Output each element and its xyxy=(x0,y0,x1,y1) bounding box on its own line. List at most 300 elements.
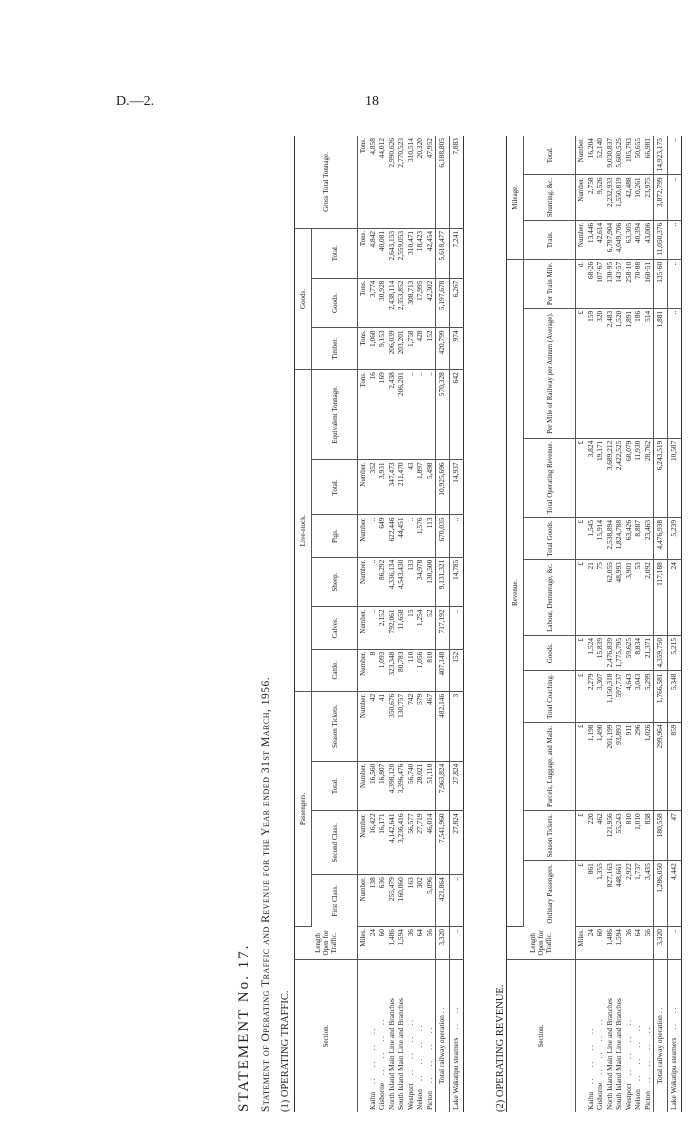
row-value: 42,488 xyxy=(624,175,634,220)
col-timber: Timber. xyxy=(312,328,358,370)
row-value: 1,486 xyxy=(387,927,397,960)
row-value: 8,834 xyxy=(634,635,644,671)
row-value: 34,978 xyxy=(416,557,426,607)
row-value: 636 xyxy=(378,875,388,927)
row-value: 323,348 xyxy=(387,649,397,691)
row-section xyxy=(644,960,654,1113)
unit-label: £ xyxy=(576,517,587,559)
row-value: 1,524 xyxy=(586,635,596,671)
col-goods-total: Total. xyxy=(312,228,358,278)
lake-value: .. xyxy=(668,220,682,259)
unit-label: Number. xyxy=(358,649,369,691)
lake-value: .. xyxy=(450,515,464,557)
row-value: 810 xyxy=(426,649,436,691)
row-value: 28,762 xyxy=(644,438,654,517)
row-value: 1,150,318 xyxy=(605,671,615,722)
table-row xyxy=(397,136,407,1112)
row-value: 3,236,416 xyxy=(397,811,407,875)
row-value: 827,163 xyxy=(605,861,615,927)
lake-value: 24 xyxy=(668,560,682,636)
row-value: 28,021 xyxy=(416,761,426,811)
row-value: 16,171 xyxy=(378,811,388,875)
total-value: 299,964 xyxy=(654,722,668,811)
total-value: 6,243,519 xyxy=(654,438,668,517)
row-value: 130·95 xyxy=(605,259,615,308)
col-pigs: Pigs. xyxy=(312,515,358,557)
group-mileage: Mileage. xyxy=(507,136,524,259)
col-labour: Labour, Demurrage, &c. xyxy=(524,560,576,636)
unit-label: Number. xyxy=(576,220,587,259)
row-section-name: South Island Main Line and Branches xyxy=(396,998,406,1110)
unit-label: Tons. xyxy=(358,370,369,460)
row-value: 2,279 xyxy=(586,671,596,722)
lake-value: 642 xyxy=(450,370,464,460)
row-value: 66,981 xyxy=(644,136,654,175)
leader-dots: . . . . . . . . xyxy=(633,1025,643,1082)
col-sheep: Sheep. xyxy=(312,557,358,607)
row-section-name: Nelson xyxy=(415,1089,425,1110)
total-value: 670,035 xyxy=(436,515,450,557)
unit-label: Number. xyxy=(358,607,369,649)
row-value: 60 xyxy=(596,927,606,960)
lake-value: 47 xyxy=(668,811,682,861)
row-value: 1,490 xyxy=(596,722,606,811)
row-value: 53 xyxy=(634,560,644,636)
row-value: 5,498 xyxy=(426,460,436,515)
row-value: 792,061 xyxy=(387,607,397,649)
lake-section xyxy=(668,960,682,1113)
row-value: 63,305 xyxy=(624,220,634,259)
units-row xyxy=(576,136,587,1112)
total-value: 9,131,321 xyxy=(436,557,450,607)
table-row xyxy=(426,136,436,1112)
row-value: 6,797,904 xyxy=(605,220,615,259)
row-value: 16,560 xyxy=(368,761,378,811)
row-value: 23,975 xyxy=(644,175,654,220)
total-section-name: Total railway operation . . xyxy=(436,960,450,1113)
row-value: 2,770,523 xyxy=(397,136,407,228)
row-value: 160·51 xyxy=(644,259,654,308)
row-value: .. xyxy=(416,370,426,460)
row-value: 1,026 xyxy=(644,722,654,811)
row-value: 2,092 xyxy=(644,560,654,636)
unit-label: Tons. xyxy=(358,228,369,278)
total-value: 135·60 xyxy=(654,259,668,308)
row-value: 2,438 xyxy=(387,370,397,460)
total-value: 117,188 xyxy=(654,560,668,636)
unit-label: Tons. xyxy=(358,278,369,328)
col-livestock-total: Total. xyxy=(312,460,358,515)
col-train: Train. xyxy=(524,220,576,259)
col-length: Length Open for Traffic. xyxy=(295,927,358,960)
lake-section-name: Lake Wakatipu steamers xyxy=(669,1037,679,1110)
lake-value: 27,824 xyxy=(450,811,464,875)
row-value: 2,353,852 xyxy=(397,278,407,328)
row-value: .. xyxy=(406,515,416,557)
row-section-name: Picton xyxy=(425,1091,435,1110)
row-value: 2,758 xyxy=(586,175,596,220)
row-value: 302 xyxy=(416,875,426,927)
row-section xyxy=(378,960,388,1113)
unit-label: Number. xyxy=(358,460,369,515)
row-value: 55,243 xyxy=(615,811,625,861)
row-value: 4,336,134 xyxy=(387,557,397,607)
leader-dots: . . . . . . . . xyxy=(623,1020,633,1076)
row-value: 160,060 xyxy=(397,875,407,927)
row-value: 320 xyxy=(596,308,606,438)
row-value: 17,995 xyxy=(416,278,426,328)
total-value: 10,925,696 xyxy=(436,460,450,515)
lake-value: 152 xyxy=(450,649,464,691)
row-value: 467 xyxy=(426,691,436,761)
row-value: 3,824 xyxy=(586,438,596,517)
lake-value: 7,883 xyxy=(450,136,464,228)
leader-dots: . . . . xyxy=(451,1007,461,1030)
row-section xyxy=(596,960,606,1113)
row-value: 130,500 xyxy=(426,557,436,607)
lake-row xyxy=(668,136,682,1112)
row-value: 113 xyxy=(426,515,436,557)
row-value: 1,068 xyxy=(368,328,378,370)
total-value: 1,881 xyxy=(654,308,668,438)
row-section-name: Westport xyxy=(405,1083,415,1110)
unit-label: £ xyxy=(576,560,587,636)
row-value: 68·26 xyxy=(586,259,596,308)
row-value: 24 xyxy=(368,927,378,960)
lake-value: 27,824 xyxy=(450,761,464,811)
col-parcels: Parcels, Luggage, and Mails. xyxy=(524,722,576,811)
unit-label: Number. xyxy=(576,175,587,220)
lake-value: 3 xyxy=(450,691,464,761)
row-section xyxy=(426,960,436,1113)
row-value: 44,012 xyxy=(378,136,388,228)
col-calves: Calves. xyxy=(312,607,358,649)
row-section-name: Nelson xyxy=(633,1089,643,1110)
row-section-name: Westport xyxy=(623,1083,633,1110)
rotated-statement xyxy=(236,136,700,1112)
row-value: 2,483 xyxy=(605,308,615,438)
row-value: 62,055 xyxy=(605,560,615,636)
row-value: 838 xyxy=(644,811,654,861)
col-total-goods: Total Goods. xyxy=(524,517,576,559)
col-length: Length Open for Traffic. xyxy=(507,927,576,960)
row-value: 51,110 xyxy=(426,761,436,811)
total-value: 1,766,581 xyxy=(654,671,668,722)
total-value: 11,050,376 xyxy=(654,220,668,259)
unit-label: £ xyxy=(576,671,587,722)
row-section-name: Gisborne xyxy=(595,1082,605,1110)
row-value: 296 xyxy=(634,722,644,811)
unit-label: Miles. xyxy=(358,927,369,960)
traffic-table-body xyxy=(358,136,464,1112)
lake-value: .. xyxy=(450,875,464,927)
table-row xyxy=(596,136,606,1112)
row-value: 5,600,525 xyxy=(615,136,625,175)
col-cattle: Cattle. xyxy=(312,649,358,691)
row-value: 911 xyxy=(624,722,634,811)
row-value: 310,514 xyxy=(406,136,416,228)
lake-value: .. xyxy=(668,175,682,220)
row-value: 448,661 xyxy=(615,861,625,927)
statement-title: STATEMENT No. 17. xyxy=(236,943,252,1112)
units-row xyxy=(358,136,369,1112)
row-value: 622,446 xyxy=(387,515,397,557)
col-total-coaching: Total Coaching. xyxy=(524,671,576,722)
lake-value: .. xyxy=(668,259,682,308)
row-value: 2,152 xyxy=(378,607,388,649)
row-value: 16,807 xyxy=(378,761,388,811)
row-value: 46,014 xyxy=(426,811,436,875)
row-value: 350,676 xyxy=(387,691,397,761)
total-row xyxy=(654,136,668,1112)
total-value: 570,328 xyxy=(436,370,450,460)
row-value: 3,396,476 xyxy=(397,761,407,811)
row-section-name: South Island Main Line and Branches xyxy=(614,998,624,1110)
leader-dots: . . . . . . . . xyxy=(643,1027,653,1084)
row-value: .. xyxy=(368,557,378,607)
total-value: 717,192 xyxy=(436,607,450,649)
row-value: 9,030,837 xyxy=(605,136,615,175)
table-row xyxy=(615,136,625,1112)
row-value: 52 xyxy=(426,607,436,649)
lake-row xyxy=(450,136,464,1112)
lake-value: 6,267 xyxy=(450,278,464,328)
row-section-name: North Island Main Line and Branches xyxy=(386,998,396,1110)
unit-label: d. xyxy=(576,259,587,308)
row-value: .. xyxy=(368,607,378,649)
lake-value: .. xyxy=(450,927,464,960)
total-row xyxy=(436,136,450,1112)
col-shunting: Shunting, &c. xyxy=(524,175,576,220)
row-value: 3,901 xyxy=(624,560,634,636)
row-value: 86,292 xyxy=(378,557,388,607)
row-value: 40,081 xyxy=(378,228,388,278)
row-section-name: Picton xyxy=(643,1091,653,1110)
col-per-mile: Per Mile of Railway per Annum (Average). xyxy=(524,308,576,438)
unit-label: £ xyxy=(576,861,587,927)
row-value: 2,438,114 xyxy=(387,278,397,328)
row-value: 42 xyxy=(368,691,378,761)
row-value: 121,956 xyxy=(605,811,615,861)
row-value: 1,355 xyxy=(596,861,606,927)
lake-value: .. xyxy=(668,308,682,438)
row-value: 43 xyxy=(406,460,416,515)
row-value: 1,520 xyxy=(615,308,625,438)
col-gross-tonnage: Gross Total Tonnage. xyxy=(295,136,358,228)
row-value: 352 xyxy=(368,460,378,515)
revenue-table-body xyxy=(576,136,682,1112)
col-season-tickets: Season Tickets. xyxy=(312,691,358,761)
row-value: 68,079 xyxy=(624,438,634,517)
row-section-name: Kaihu xyxy=(585,1091,595,1110)
unit-label: Number. xyxy=(358,691,369,761)
total-value: 6,188,805 xyxy=(436,136,450,228)
row-value: 1,737 xyxy=(634,861,644,927)
row-value: 1,486 xyxy=(605,927,615,960)
lake-section-name: Lake Wakatipu steamers xyxy=(451,1037,461,1110)
leader-dots: . . . . . . . . xyxy=(585,1028,595,1084)
total-value: 3,320 xyxy=(654,927,668,960)
row-value: 308,713 xyxy=(406,278,416,328)
row-value: 3,689,212 xyxy=(605,438,615,517)
unit-label: Number. xyxy=(358,761,369,811)
row-value: 1,254 xyxy=(416,607,426,649)
row-value: 861 xyxy=(586,861,596,927)
units-section-cell xyxy=(576,960,587,1113)
row-value: 1,010 xyxy=(634,811,644,861)
row-value: 3,043 xyxy=(634,671,644,722)
lake-value: 14,785 xyxy=(450,557,464,607)
total-value: 3,320 xyxy=(436,927,450,960)
row-value: 43,006 xyxy=(644,220,654,259)
row-value: 21,371 xyxy=(644,635,654,671)
row-value: 206,039 xyxy=(387,328,397,370)
row-value: 40,394 xyxy=(634,220,644,259)
revenue-section-title: (2) OPERATING REVENUE. xyxy=(495,984,506,1112)
row-value: 186 xyxy=(634,308,644,438)
row-value: 19,171 xyxy=(596,438,606,517)
unit-label: Miles. xyxy=(576,927,587,960)
row-value: 169 xyxy=(378,370,388,460)
row-value: 1,198 xyxy=(586,722,596,811)
row-value: 4,142,641 xyxy=(387,811,397,875)
row-value: 75 xyxy=(596,560,606,636)
row-value: 110 xyxy=(406,649,416,691)
row-value: 3,774 xyxy=(368,278,378,328)
unit-label: Tons. xyxy=(358,328,369,370)
row-value: 56,577 xyxy=(406,811,416,875)
total-value: 421,864 xyxy=(436,875,450,927)
row-section xyxy=(615,960,625,1113)
row-value: 3,307 xyxy=(596,671,606,722)
row-value: 2,990,626 xyxy=(387,136,397,228)
row-value: 16,422 xyxy=(368,811,378,875)
row-value: 206,201 xyxy=(397,370,407,460)
leader-dots: . . . . . . . . xyxy=(405,1020,415,1076)
leader-dots: . . . . . . . . xyxy=(377,1019,387,1075)
col-section: Section. xyxy=(295,960,358,1113)
row-value: 9,153 xyxy=(378,328,388,370)
row-value: 15 xyxy=(406,607,416,649)
row-value: 15,839 xyxy=(596,635,606,671)
row-value: 159 xyxy=(586,308,596,438)
operating-traffic-table xyxy=(294,136,464,1112)
operating-revenue-table xyxy=(506,136,682,1112)
col-goods: Goods. xyxy=(524,635,576,671)
lake-value: 7,241 xyxy=(450,228,464,278)
row-value: 4,543,430 xyxy=(397,557,407,607)
unit-label: Number. xyxy=(358,811,369,875)
row-value: 1,550,819 xyxy=(615,175,625,220)
row-value: 810 xyxy=(624,811,634,861)
row-value: .. xyxy=(426,370,436,460)
row-value: 1,758 xyxy=(406,328,416,370)
leader-dots: . . . . . . . . xyxy=(425,1027,435,1084)
leader-dots: . . . . . . . . xyxy=(367,1028,377,1084)
col-passenger-total: Total. xyxy=(312,761,358,811)
lake-value: 5,239 xyxy=(668,517,682,559)
row-value: 1,594 xyxy=(397,927,407,960)
group-goods: Goods. xyxy=(295,228,312,369)
row-section-name: North Island Main Line and Branches xyxy=(604,998,614,1110)
total-section-name: Total railway operation . . xyxy=(654,960,668,1113)
row-value: 18,423 xyxy=(416,228,426,278)
row-value: 27,719 xyxy=(416,811,426,875)
row-value: 11,930 xyxy=(634,438,644,517)
row-value: 2,422,525 xyxy=(615,438,625,517)
col-per-train-mile: Per Train Mile. xyxy=(524,259,576,308)
lake-value: 974 xyxy=(450,328,464,370)
row-value: 48,993 xyxy=(615,560,625,636)
row-value: 20,320 xyxy=(416,136,426,228)
table-row xyxy=(644,136,654,1112)
col-goods: Goods. xyxy=(312,278,358,328)
row-value: 4,842 xyxy=(368,228,378,278)
col-first-class: First Class. xyxy=(312,875,358,927)
col-second-class: Second Class. xyxy=(312,811,358,875)
row-value: 30,928 xyxy=(378,278,388,328)
total-value: 3,872,799 xyxy=(654,175,668,220)
row-value: 23,463 xyxy=(644,517,654,559)
total-value: 14,923,175 xyxy=(654,136,668,175)
col-season-tickets: Season Tickets. xyxy=(524,811,576,861)
unit-label: £ xyxy=(576,722,587,811)
row-value: 4,858 xyxy=(368,136,378,228)
row-value: 10,261 xyxy=(634,175,644,220)
row-value: 163 xyxy=(406,875,416,927)
unit-label: Tons. xyxy=(358,136,369,228)
col-section: Section. xyxy=(507,960,576,1113)
row-section xyxy=(397,960,407,1113)
statement-subtitle: Statement of Operating Traffic and Revenue for the Year ended 31st March, 1956. xyxy=(260,676,272,1112)
row-value: 36 xyxy=(624,927,634,960)
total-value: 420,799 xyxy=(436,328,450,370)
row-value: 1,891 xyxy=(624,308,634,438)
row-value: 133 xyxy=(406,557,416,607)
row-value: 514 xyxy=(644,308,654,438)
row-value: 2,232,933 xyxy=(605,175,615,220)
row-value: 42,302 xyxy=(426,278,436,328)
row-value: 211,470 xyxy=(397,460,407,515)
row-value: 258·10 xyxy=(624,259,634,308)
row-value: 60 xyxy=(378,927,388,960)
row-value: 5,096 xyxy=(426,875,436,927)
row-value: 44,451 xyxy=(397,515,407,557)
row-value: 107·67 xyxy=(596,259,606,308)
row-value: 9,526 xyxy=(596,175,606,220)
row-value: 47,952 xyxy=(426,136,436,228)
row-value: 2,538,894 xyxy=(605,517,615,559)
row-value: 2,476,839 xyxy=(605,635,615,671)
row-value: 15,914 xyxy=(596,517,606,559)
row-value: 143·57 xyxy=(615,259,625,308)
lake-value: 859 xyxy=(668,722,682,811)
row-value: 13,446 xyxy=(586,220,596,259)
row-value: 59,625 xyxy=(624,635,634,671)
total-value: 5,197,678 xyxy=(436,278,450,328)
lake-section xyxy=(450,960,464,1113)
lake-value: 4,442 xyxy=(668,861,682,927)
leader-dots: . . . . . . . . xyxy=(595,1019,605,1075)
row-value: 1,594 xyxy=(615,927,625,960)
total-value: 180,558 xyxy=(654,811,668,861)
total-value: 4,359,750 xyxy=(654,635,668,671)
row-value: 8 xyxy=(368,649,378,691)
row-value: 64 xyxy=(634,927,644,960)
row-value: 462 xyxy=(596,811,606,861)
row-value: 203,201 xyxy=(397,328,407,370)
row-value: 3,931 xyxy=(378,460,388,515)
